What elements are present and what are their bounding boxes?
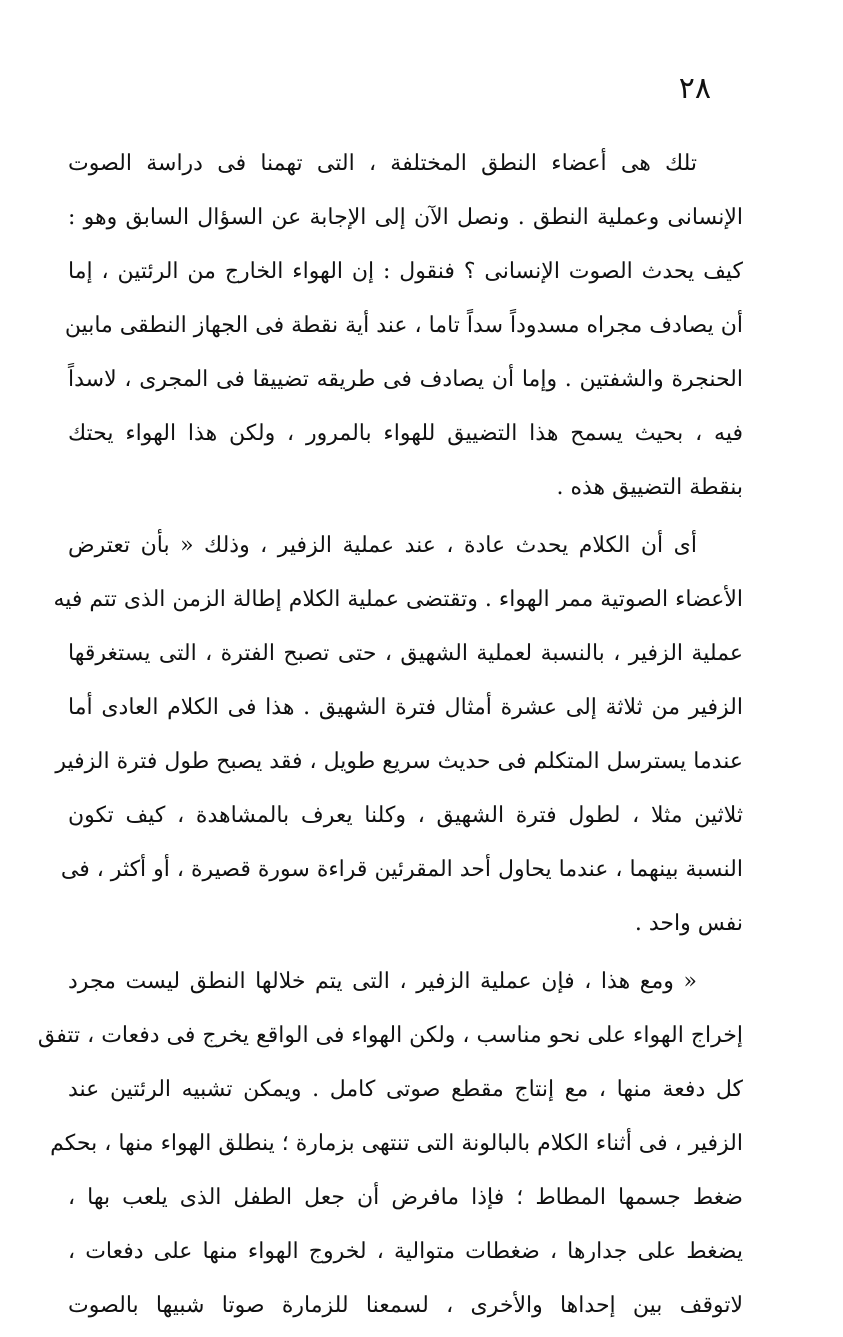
text-line: كل دفعة منها ، مع إنتاج مقطع صوتى كامل . ويمكن تشبيه الرئتين عند bbox=[68, 1077, 743, 1102]
text-line: أن يصادف مجراه مسدوداً سداً تاما ، عند أية نقطة فى الجهاز النطقى مابين bbox=[64, 313, 743, 338]
text-line: نفس واحد . bbox=[634, 911, 743, 936]
text-line: ضغط جسمها المطاط ؛ فإذا مافرض أن جعل الطفل الذى يلعب بها ، bbox=[68, 1185, 743, 1210]
text-line: عملية الزفير ، بالنسبة لعملية الشهيق ، حتى تصبح الفترة ، التى يستغرقها bbox=[68, 641, 743, 666]
text-line: بنقطة التضييق هذه . bbox=[556, 475, 743, 500]
text-line: « ومع هذا ، فإن عملية الزفير ، التى يتم خلالها النطق ليست مجرد bbox=[68, 969, 697, 994]
text-line: الحنجرة والشفتين . وإما أن يصادف فى طريقه تضييقا فى المجرى ، لاسداً bbox=[68, 367, 743, 392]
text-line: الزفير ، فى أثناء الكلام بالبالونة التى تنتهى بزمارة ؛ ينطلق الهواء منها ، بحكم bbox=[50, 1131, 743, 1156]
paragraph bbox=[53, 519, 743, 951]
paragraph bbox=[64, 137, 743, 515]
text-line: الأعضاء الصوتية ممر الهواء . وتقتضى عملية الكلام إطالة الزمن الذى تتم فيه bbox=[53, 587, 743, 612]
text-line: عندما يسترسل المتكلم فى حديث سريع طويل ، فقد يصبح طول فترة الزفير bbox=[55, 749, 743, 774]
page-body bbox=[37, 137, 743, 1337]
text-line: ثلاثين مثلا ، لطول فترة الشهيق ، وكلنا يعرف بالمشاهدة ، كيف تكون bbox=[68, 803, 743, 828]
text-line: كيف يحدث الصوت الإنسانى ؟ فنقول : إن الهواء الخارج من الرئتين ، إما bbox=[68, 259, 743, 284]
text-line: النسبة بينهما ، عندما يحاول أحد المقرئين قراءة سورة قصيرة ، أو أكثر ، فى bbox=[60, 857, 743, 882]
text-line: تلك هى أعضاء النطق المختلفة ، التى تهمنا فى دراسة الصوت bbox=[68, 151, 697, 176]
text-line: أى أن الكلام يحدث عادة ، عند عملية الزفير ، وذلك « بأن تعترض bbox=[68, 533, 697, 558]
paragraph bbox=[37, 955, 743, 1333]
text-line: الزفير من ثلاثة إلى عشرة أمثال فترة الشهيق . هذا فى الكلام العادى أما bbox=[68, 695, 743, 720]
text-line: يضغط على جدارها ، ضغطات متوالية ، لخروج الهواء منها على دفعات ، bbox=[68, 1239, 743, 1264]
text-line: إخراج الهواء على نحو مناسب ، ولكن الهواء فى الواقع يخرج فى دفعات ، تتفق bbox=[37, 1023, 743, 1048]
page-number: ٢٨ bbox=[678, 71, 711, 106]
text-line: الإنسانى وعملية النطق . ونصل الآن إلى الإجابة عن السؤال السابق وهو : bbox=[68, 205, 743, 230]
text-line: فيه ، بحيث يسمح هذا التضييق للهواء بالمرور ، ولكن هذا الهواء يحتك bbox=[68, 421, 743, 446]
text-line: لاتوقف بين إحداها والأخرى ، لسمعنا للزمارة صوتا شبيها بالصوت bbox=[68, 1293, 743, 1318]
